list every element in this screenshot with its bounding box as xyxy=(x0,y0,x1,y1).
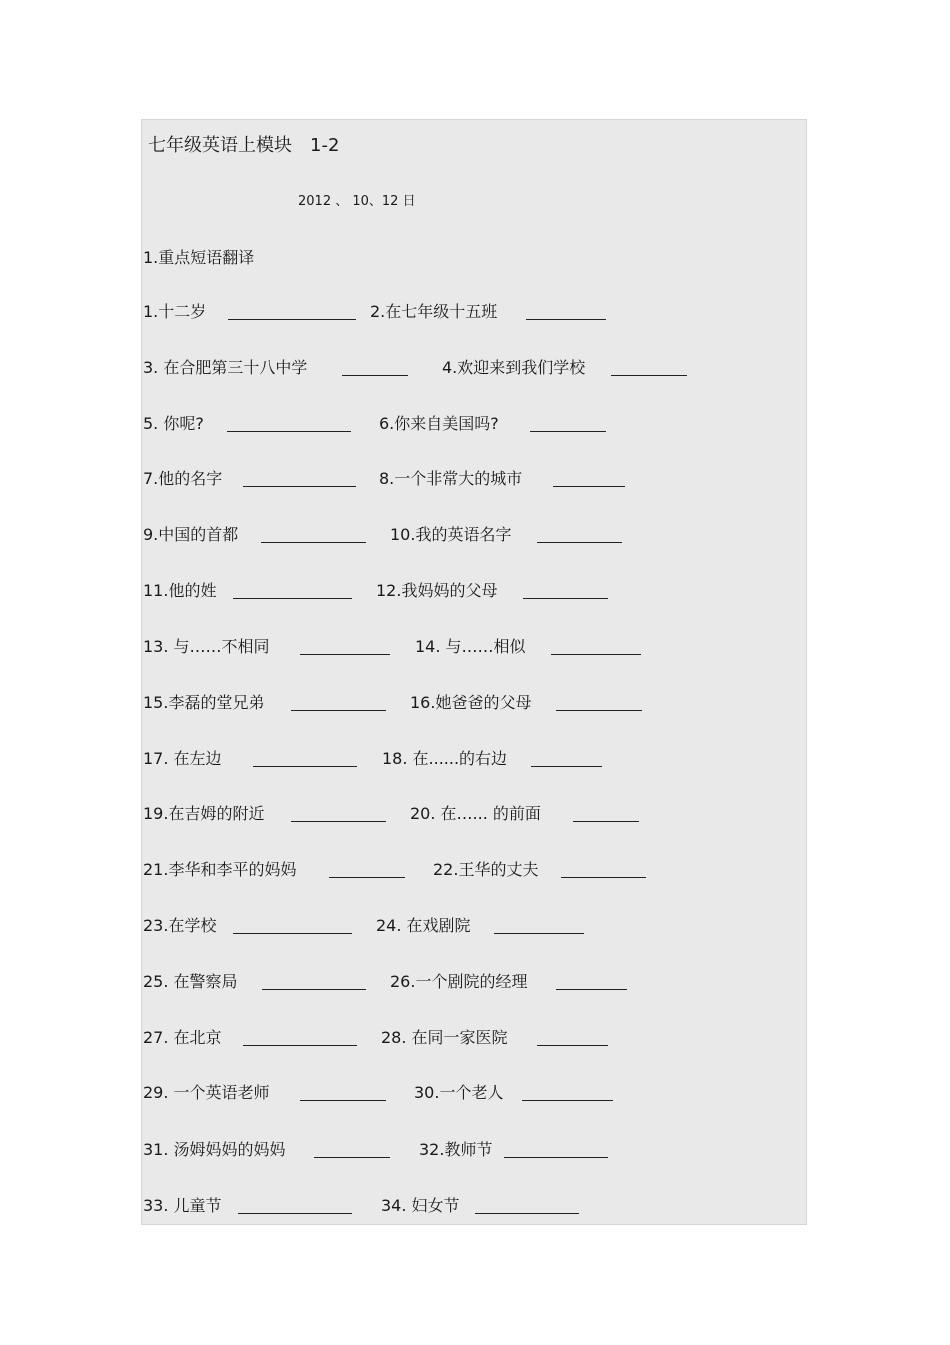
exercise-item: 21.李华和李平的妈妈 xyxy=(143,860,297,879)
answer-blank[interactable] xyxy=(291,710,386,711)
answer-blank[interactable] xyxy=(300,654,390,655)
exercise-row xyxy=(143,1194,763,1218)
worksheet-title: 七年级英语上模块 1-2 xyxy=(148,135,340,156)
answer-blank[interactable] xyxy=(262,989,366,990)
exercise-item: 4.欢迎来到我们学校 xyxy=(442,358,586,377)
exercise-item: 34. 妇女节 xyxy=(381,1196,460,1215)
answer-blank[interactable] xyxy=(253,766,357,767)
exercise-item: 28. 在同一家医院 xyxy=(381,1028,508,1047)
exercise-row xyxy=(143,970,763,994)
exercise-row xyxy=(143,1138,763,1162)
answer-blank[interactable] xyxy=(238,1213,352,1214)
answer-blank[interactable] xyxy=(227,431,351,432)
answer-blank[interactable] xyxy=(522,1100,613,1101)
exercise-row xyxy=(143,300,763,324)
answer-blank[interactable] xyxy=(494,933,584,934)
exercise-row xyxy=(143,412,763,436)
exercise-row xyxy=(143,635,763,659)
answer-blank[interactable] xyxy=(228,319,356,320)
answer-blank[interactable] xyxy=(556,710,642,711)
exercise-item: 6.你来自美国吗? xyxy=(379,414,499,433)
exercise-item: 22.王华的丈夫 xyxy=(433,860,539,879)
answer-blank[interactable] xyxy=(243,1045,357,1046)
exercise-item: 33. 儿童节 xyxy=(143,1196,222,1215)
exercise-item: 14. 与……相似 xyxy=(415,637,526,656)
exercise-item: 11.他的姓 xyxy=(143,581,217,600)
exercise-row xyxy=(143,914,763,938)
exercise-row xyxy=(143,467,763,491)
exercise-item: 31. 汤姆妈妈的妈妈 xyxy=(143,1140,286,1159)
answer-blank[interactable] xyxy=(243,486,356,487)
worksheet-date: 2012 、 10、12 日 xyxy=(298,194,416,209)
exercise-row xyxy=(143,858,763,882)
exercise-item: 27. 在北京 xyxy=(143,1028,222,1047)
exercise-row xyxy=(143,523,763,547)
answer-blank[interactable] xyxy=(291,821,386,822)
exercise-item: 20. 在…... 的前面 xyxy=(410,804,541,823)
exercise-item: 16.她爸爸的父母 xyxy=(410,693,532,712)
exercise-row xyxy=(143,802,763,826)
exercise-row xyxy=(143,1081,763,1105)
answer-blank[interactable] xyxy=(573,821,639,822)
worksheet-page xyxy=(141,119,807,1225)
exercise-row xyxy=(143,1026,763,1050)
answer-blank[interactable] xyxy=(611,375,687,376)
answer-blank[interactable] xyxy=(233,598,352,599)
exercise-item: 9.中国的首都 xyxy=(143,525,239,544)
answer-blank[interactable] xyxy=(261,542,366,543)
answer-blank[interactable] xyxy=(504,1157,608,1158)
exercise-item: 12.我妈妈的父母 xyxy=(376,581,498,600)
answer-blank[interactable] xyxy=(342,375,408,376)
exercise-item: 10.我的英语名字 xyxy=(390,525,512,544)
answer-blank[interactable] xyxy=(537,542,622,543)
answer-blank[interactable] xyxy=(530,431,606,432)
exercise-item: 13. 与……不相同 xyxy=(143,637,270,656)
answer-blank[interactable] xyxy=(233,933,352,934)
answer-blank[interactable] xyxy=(300,1100,386,1101)
answer-blank[interactable] xyxy=(551,654,641,655)
exercise-row xyxy=(143,579,763,603)
section-heading: 1.重点短语翻译 xyxy=(143,248,255,267)
exercise-item: 26.一个剧院的经理 xyxy=(390,972,528,991)
exercise-item: 1.十二岁 xyxy=(143,302,207,321)
exercise-item: 32.教师节 xyxy=(419,1140,493,1159)
answer-blank[interactable] xyxy=(329,877,405,878)
exercise-item: 15.李磊的堂兄弟 xyxy=(143,693,265,712)
exercise-item: 8.一个非常大的城市 xyxy=(379,469,523,488)
exercise-item: 7.他的名字 xyxy=(143,469,223,488)
answer-blank[interactable] xyxy=(561,877,646,878)
exercise-item: 5. 你呢? xyxy=(143,414,204,433)
answer-blank[interactable] xyxy=(523,598,608,599)
exercise-item: 24. 在戏剧院 xyxy=(376,916,471,935)
exercise-item: 29. 一个英语老师 xyxy=(143,1083,270,1102)
answer-blank[interactable] xyxy=(314,1157,390,1158)
answer-blank[interactable] xyxy=(537,1045,608,1046)
exercise-row xyxy=(143,356,763,380)
exercise-item: 19.在吉姆的附近 xyxy=(143,804,265,823)
exercise-item: 25. 在警察局 xyxy=(143,972,238,991)
answer-blank[interactable] xyxy=(475,1213,579,1214)
exercise-item: 18. 在......的右边 xyxy=(382,749,508,768)
exercise-row xyxy=(143,691,763,715)
answer-blank[interactable] xyxy=(531,766,602,767)
exercise-item: 30.一个老人 xyxy=(414,1083,504,1102)
exercise-item: 23.在学校 xyxy=(143,916,217,935)
exercise-item: 2.在七年级十五班 xyxy=(370,302,498,321)
exercise-item: 17. 在左边 xyxy=(143,749,222,768)
answer-blank[interactable] xyxy=(553,486,625,487)
exercise-row xyxy=(143,747,763,771)
exercise-item: 3. 在合肥第三十八中学 xyxy=(143,358,308,377)
answer-blank[interactable] xyxy=(526,319,606,320)
answer-blank[interactable] xyxy=(556,989,627,990)
